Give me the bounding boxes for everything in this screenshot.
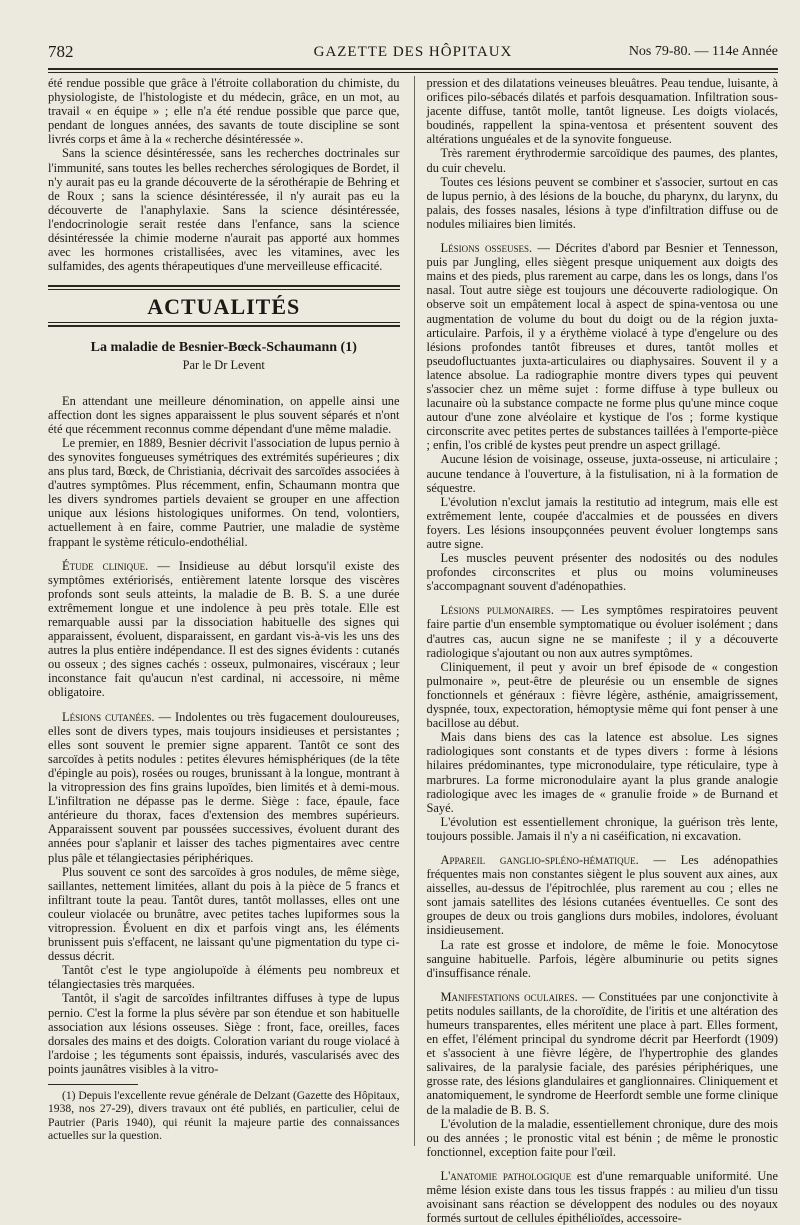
paragraph-text: — Insidieuse au début lorsqu'il existe des symptômes extériorisés, entièrement latente lorsque des viscères profonds sont seuls atteints, la maladie de B. B. S. a une durée extrêmement longue et une indolence à peu près totale. Elle est remarquable aussi par la dissociation habituelle des signes qui apparaissent, évoluent, disparaissent, en gardant vis-à-vis les uns des autres la plus entière indépendance. Il est des signes évidents : cutanés ou osseux ; des signes cachés : osseux, pulmonaires, viscéraux ; leur inconstance fait qu'aucun n'est cardinal, ni accessoire, ni même obligatoire.: [48, 558, 400, 700]
section-rule-thin: [48, 322, 400, 323]
section-rule: [48, 325, 400, 327]
body-paragraph: Toutes ces lésions peuvent se combiner et s'associer, surtout en cas de lupus pernio, à des lésions de la bouche, du pharynx, du larynx, du palais, des fosses nasales, lésions à type d'infiltration diffuse ou de nodules miliaires bien limités.: [426, 174, 778, 231]
body-paragraph: [48, 710, 400, 865]
subheading-lesions-cutanees: Lésions cutanées.: [62, 709, 155, 724]
body-paragraph: Mais dans biens des cas la latence est absolue. Les signes radiologiques sont constants et de types divers : forme à lésions hilaires prédominantes, type micronodulaire, type réticulaire, type à marbrures. La forme micronodulaire ayant la plus grande analogie radiologique avec les images de « granulie froide » de Burnand et Sayé.: [426, 730, 778, 815]
running-header: [48, 40, 778, 66]
header-rule-thin: [48, 72, 778, 73]
subheading-lesions-pulmonaires: Lésions pulmonaires.: [440, 603, 555, 618]
body-paragraph: [427, 1169, 779, 1225]
paragraph-text: — Indolentes ou très fugacement douloureuses, elles sont de divers types, mais toujours insidieuses et persistantes ; elles sont souvent le premier signe apparent. Tantôt ce sont des sarcoïdes à petits nodules : petites élevures hémisphériques (de la tête d'épingle au pois), rosées ou rouges, brunissant à la longue, montrant à la vitropression des fins grains lupoïdes, bien limités et à demi-mous. L'infiltration ne dépasse pas le derme. Siège : face, épaule, face antérieure du thorax, faces d'extension des membres supérieurs. Apparaissent souvent par poussées successives, évoluent durant des années pour s'aplanir et laisser des taches pigmentaires avec centre plus pâle et télangiectasies périphériques.: [48, 709, 400, 865]
section-rule: [48, 285, 400, 287]
paragraph-text: — Décrites d'abord par Besnier et Tennesson, puis par Jungling, elles siègent presque uniquement aux doigts des mains et des pieds, plus rarement au carpe, dans les os longs, dans l'os nasal. Tout autre siège est toujours une découverte radiologique. On observe soit un empâtement local à aspect de spina-ventosa ou une augmentation de volume du bout du doigt ou de la région juxta-articulaire. Parfois, il y a érythème violacé à type d'engelure ou des lésions profondes tantôt fibreuses et dures, tantôt molles et pseudofluctuantes juxta-articulaires ou diaphysaires. Souvent il y a latence absolue. La radiographie montre divers types qui peuvent s'associer chez un même sujet : forme diffuse à type bulleux ou lacunaire où la substance compacte ne forme plus qu'une mince coque autour d'une zone alvéolaire et kystique de l'os ; forme kystique circonscrite avec petites pertes de substances taillées à l'emporte-pièce ; enfin, l'os criblé de kystes peut prendre un aspect grillagé.: [426, 241, 778, 453]
article-title: La maladie de Besnier-Bœck-Schaumann (1): [90, 340, 357, 356]
body-paragraph: [427, 241, 779, 452]
paragraph-text: — Constituées par une conjonctivite à petits nodules saillants, de la choroïdite, de l'iritis et une altération des humeurs transparentes, elles méritent une place à part. Elles forment, en effet, l'élément principal du syndrome décrit par Heerfordt (1909) et s'associent à une fièvre légère, de l'hypertrophie des glandes salivaires, de la paralysie faciale, des parésies périphériques, une grosse rate, des lésions glandulaires et ganglionnaires. Cliniquement et anatomiquement, le syndrome de Heerfordt semble une forme clinique de la maladie de B. B. S.: [426, 989, 779, 1117]
article-byline: Par le Dr Levent: [182, 357, 265, 372]
subheading-anatomie-pathologique: L'anatomie pathologique: [440, 1168, 572, 1183]
left-column: [48, 76, 414, 1146]
section-rule-thin: [48, 289, 400, 290]
body-paragraph: Très rarement érythrodermie sarcoïdique des paumes, des plantes, du cuir chevelu.: [426, 146, 778, 175]
intro-paragraph: Sans la science désintéressée, sans les recherches doctrinales sur l'immunité, sans toutes les belles recherches sérologiques de Bordet, il n'y aurait pas eu la grande découverte de la sérothérapie de Behring et de Roux ; sans la science désintéressée, il n'y aurait pas eu la découverte de l'anaphylaxie. Sans la science désintéressée, l'endocrinologie serait restée dans l'enfance, sans la science désintéressée la chimie moderne n'aurait pas apporté aux hommes avec les hormones cristallisées, avec les vitamines, avec les sulfamides, des agents thérapeutiques d'une merveilleuse efficacité.: [48, 146, 400, 274]
section-title: ACTUALITÉS: [147, 294, 301, 320]
body-paragraph: Tantôt c'est le type angiolupoïde à éléments peu nombreux et télangiectasies très marquées.: [48, 963, 400, 992]
body-paragraph: Cliniquement, il peut y avoir un bref épisode de « congestion pulmonaire », peut-être de pleurésie ou un ensemble de signes fonctionnels et généraux : fièvre légère, asthénie, amaigrissement, dyspnée, toux, expectoration, hémoptysie même qui font penser à une bacillose au début.: [426, 659, 778, 731]
body-paragraph: L'évolution est essentiellement chronique, la guérison très lente, toujours possible. Jamais il n'y a ni caséification, ni excavation.: [426, 814, 778, 843]
subheading-etude-clinique: Étude clinique.: [62, 558, 149, 573]
body-paragraph: [48, 559, 400, 700]
footnote: [48, 1089, 400, 1143]
body-paragraph: Les muscles peuvent présenter des nodosités ou des nodules profondes circonscrites et plus ou moins volumineuses s'accompagnant souvent d'adénopathies.: [426, 551, 778, 594]
body-paragraph: L'évolution de la maladie, essentiellement chronique, dure des mois ou des années ; le pronostic vital est bénin ; de même le pronostic fonctionnel, exception faite pour l'œil.: [426, 1116, 778, 1159]
body-paragraph: Aucune lésion de voisinage, osseuse, juxta-osseuse, ni articulaire ; aucune tendance à l'ouverture, à la fistulisation, ni à la formation de séquestre.: [426, 452, 778, 495]
body-paragraph: En attendant une meilleure dénomination, on appelle ainsi une affection dont les signes apparaissent le plus souvent séparés et n'ont été que récemment reconnus comme dépendant d'une même maladie.: [48, 393, 400, 436]
paragraph-text: — Les adénopathies fréquentes mais non constantes siègent le plus souvent aux aines, aux aisselles, au-dessus de l'épitrochlée, plus rarement au cou ; elles ne sont jamais satellites des lésions cutanées éventuelles. Ce sont des groupes de deux ou trois ganglions durs mobiles, indolores, évoluant insidieusement.: [426, 852, 778, 938]
footnote-rule: [48, 1084, 138, 1085]
footnote-text: (1) Depuis l'excellente revue générale de Delzant (Gazette des Hôpitaux, 1938, nos 27-29), divers travaux ont été publiés, en particulier, celui de Pautrier (Paris 1940), qui réunit la majeure partie des connaissances actuelles sur la question.: [48, 1089, 400, 1143]
issue-info: Nos 79-80. — 114e Année: [628, 44, 778, 59]
paragraph-text: est d'une remarquable uniformité. Une même lésion existe dans tous les tissus frappés : au milieu d'un tissu avoisinant sans réaction se développent des nodules ou des noyaux formés surtout de cellules épithélioïdes, accessoire-: [426, 1168, 778, 1225]
subheading-appareil-ganglio: Appareil ganglio-spléno-hématique.: [440, 852, 639, 867]
body-paragraph: [427, 990, 779, 1117]
body-paragraph: Le premier, en 1889, Besnier décrivit l'association de lupus pernio à des synovites fongueuses symétriques des extrémités supérieures ; dix ans plus tard, Bœck, de Christiania, décrivait des sarcoïdes associées à d'autres symptômes. Plus récemment, enfin, Schaumann montra que les divers syndromes partiels devaient se grouper en une affection unique aux lésions histologiques uniformes. On tend, volontiers, actuellement à en faire, comme Pautrier, une maladie de système frappant le système réticulo-endothélial.: [48, 435, 400, 549]
page-number: 782: [48, 42, 74, 61]
body-paragraph: [427, 603, 779, 659]
body-paragraph: pression et des dilatations veineuses bleuâtres. Peau tendue, luisante, à orifices pilo-sébacés dilatés et parfois desquamation. Infiltration sous-jacente diffuse, tantôt molle, tantôt ligneuse. Les doigts violacés, boudinés, rappellent la spina-ventosa et présentent souvent des altérations unguéales et de la synovite fongueuse.: [426, 76, 778, 147]
text-columns: [48, 76, 779, 1225]
body-paragraph: L'évolution n'exclut jamais la restitutio ad integrum, mais elle est extrêmement lente, coupée d'accalmies et de poussées en divers foyers. Les lésions insoupçonnées peuvent évoluer longtemps sans autre signe.: [426, 494, 778, 551]
intro-paragraph: été rendue possible que grâce à l'étroite collaboration du chimiste, du physiologiste, de l'histologiste et du médecin, grâce, en un mot, au travail « en équipe » ; elle n'a été rendue possible que parce que, pendant de longues années, des savants de toute discipline se sont livrés corps et âme à la « recherche désintéressée ».: [48, 76, 400, 147]
body-paragraph: La rate est grosse et indolore, de même le foie. Monocytose sanguine habituelle. Parfois, légère albuminurie ou petits signes d'insuffisance rénale.: [426, 937, 778, 980]
body-paragraph: Plus souvent ce sont des sarcoïdes à gros nodules, de même siège, saillantes, nettement limitées, allant du pois à la pièce de 5 francs et infiltrant toute la peau. Tantôt dures, tantôt mollasses, elles ont une couleur violacée ou brunâtre, avec petites taches lupiformes sous la vitropression. Évoluent en dix et parfois vingt ans, les éléments brunissent puis s'effacent, ne laissant qu'une pigmentation du type ci-dessus décrit.: [48, 864, 400, 964]
subheading-lesions-osseuses: Lésions osseuses.: [440, 241, 533, 256]
right-column: [414, 76, 779, 1225]
subheading-manifestations-oculaires: Manifestations oculaires.: [440, 989, 578, 1004]
paragraph-text: — Les symptômes respiratoires peuvent faire partie d'un ensemble symptomatique ou évoluer isolément ; dans d'autres cas, aucun signe ne se manifeste ; il y a découverte radiologique s'ajoutant ou non aux autres symptômes.: [426, 603, 778, 660]
journal-title: GAZETTE DES HÔPITAUX: [313, 44, 513, 60]
body-paragraph: [427, 853, 779, 938]
body-paragraph: Tantôt, il s'agit de sarcoïdes infiltrantes diffuses à type de lupus pernio. C'est la forme la plus sévère par son étendue et son habituelle association aux lésions osseuses. Siège : front, face, oreilles, faces dorsales des mains et des doigts. Coloration variant du rouge violacé à l'ardoise ; les téguments sont épaissis, indurés, vascularisés avec des points jaunâtres visibles à la vitro-: [48, 991, 400, 1076]
header-rule: [48, 68, 778, 70]
